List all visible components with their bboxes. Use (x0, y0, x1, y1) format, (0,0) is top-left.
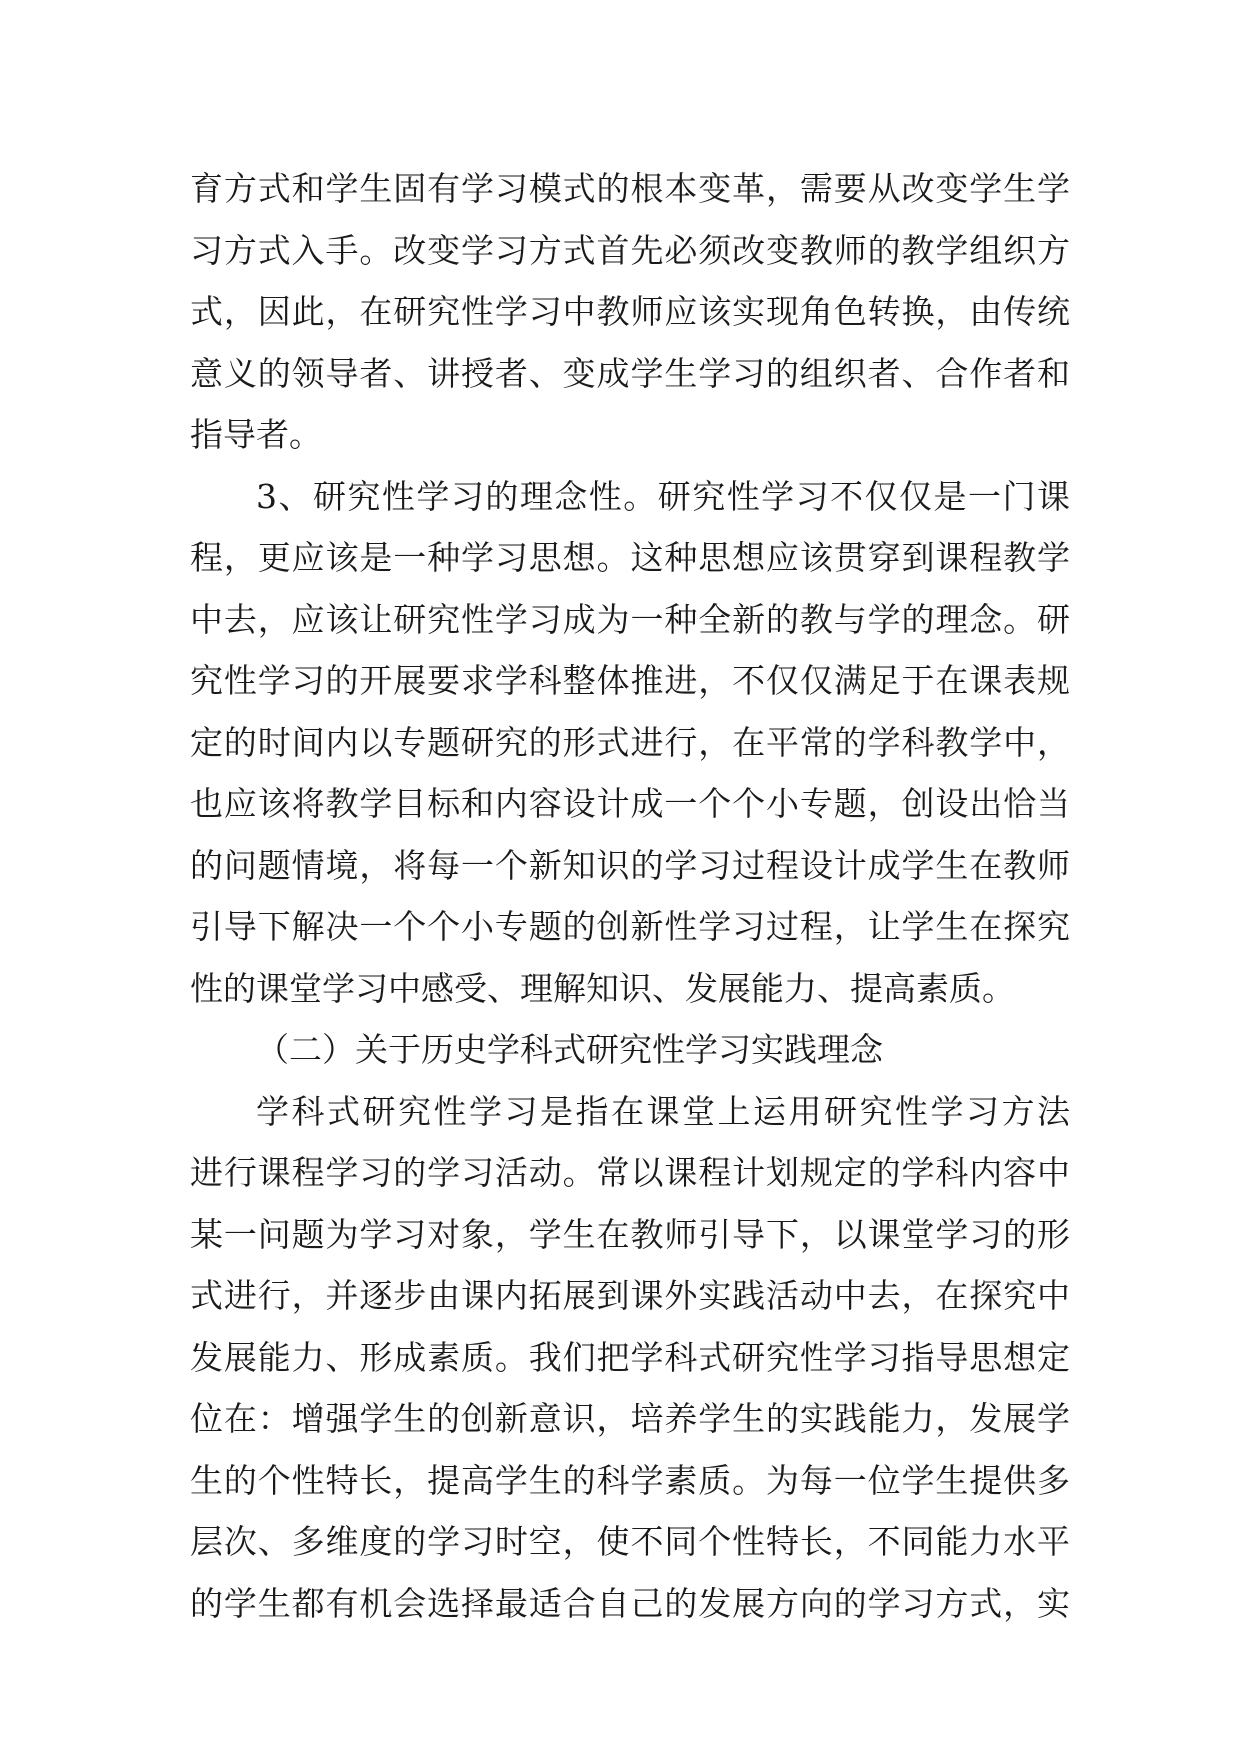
text-line: 发展能力、形成素质。我们把学科式研究性学习指导思想定 (190, 1337, 1070, 1377)
text-line: 育方式和学生固有学习模式的根本变革，需要从改变学生学 (190, 169, 1070, 208)
text-line: 也应该将教学目标和内容设计成一个个小专题，创设出恰当 (190, 784, 1070, 823)
text-line: 定的时间内以专题研究的形式进行，在平常的学科教学中， (190, 722, 1070, 762)
body-text (190, 158, 1070, 1634)
text-line: 引导下解决一个个小专题的创新性学习过程，让学生在探究 (190, 907, 1070, 946)
text-line: 意义的领导者、讲授者、变成学生学习的组织者、合作者和 (190, 353, 1070, 393)
text-line: 的学生都有机会选择最适合自己的发展方向的学习方式，实 (190, 1583, 1070, 1623)
text-line: 中去，应该让研究性学习成为一种全新的教与学的理念。研 (190, 599, 1070, 639)
text-line: 究性学习的开展要求学科整体推进，不仅仅满足于在课表规 (190, 661, 1070, 700)
text-line: 性的课堂学习中感受、理解知识、发展能力、提高素质。 (190, 968, 1015, 1008)
text-line: 生的个性特长，提高学生的科学素质。为每一位学生提供多 (190, 1460, 1070, 1500)
text-line: 式进行，并逐步由课内拓展到课外实践活动中去，在探究中 (190, 1276, 1070, 1315)
text-line: 程，更应该是一种学习思想。这种思想应该贯穿到课程教学 (190, 538, 1070, 577)
text-line: 位在：增强学生的创新意识，培养学生的实践能力，发展学 (190, 1399, 1070, 1438)
text-line: 习方式入手。改变学习方式首先必须改变教师的教学组织方 (190, 230, 1070, 270)
text-line: 进行课程学习的学习活动。常以课程计划规定的学科内容中 (190, 1153, 1070, 1192)
text-line: 某一问题为学习对象，学生在教师引导下，以课堂学习的形 (190, 1214, 1070, 1254)
text-line: 学科式研究性学习是指在课堂上运用研究性学习方法 (256, 1091, 1070, 1131)
text-line: 层次、多维度的学习时空，使不同个性特长，不同能力水平 (190, 1522, 1070, 1561)
section-heading: （二）关于历史学科式研究性学习实践理念 (256, 1030, 883, 1069)
text-line: 指导者。 (190, 415, 322, 454)
text-line: 3、研究性学习的理念性。研究性学习不仅仅是一门课 (256, 476, 1070, 516)
text-line: 式，因此，在研究性学习中教师应该实现角色转换，由传统 (190, 292, 1070, 331)
text-line: 的问题情境，将每一个新知识的学习过程设计成学生在教师 (190, 845, 1070, 885)
